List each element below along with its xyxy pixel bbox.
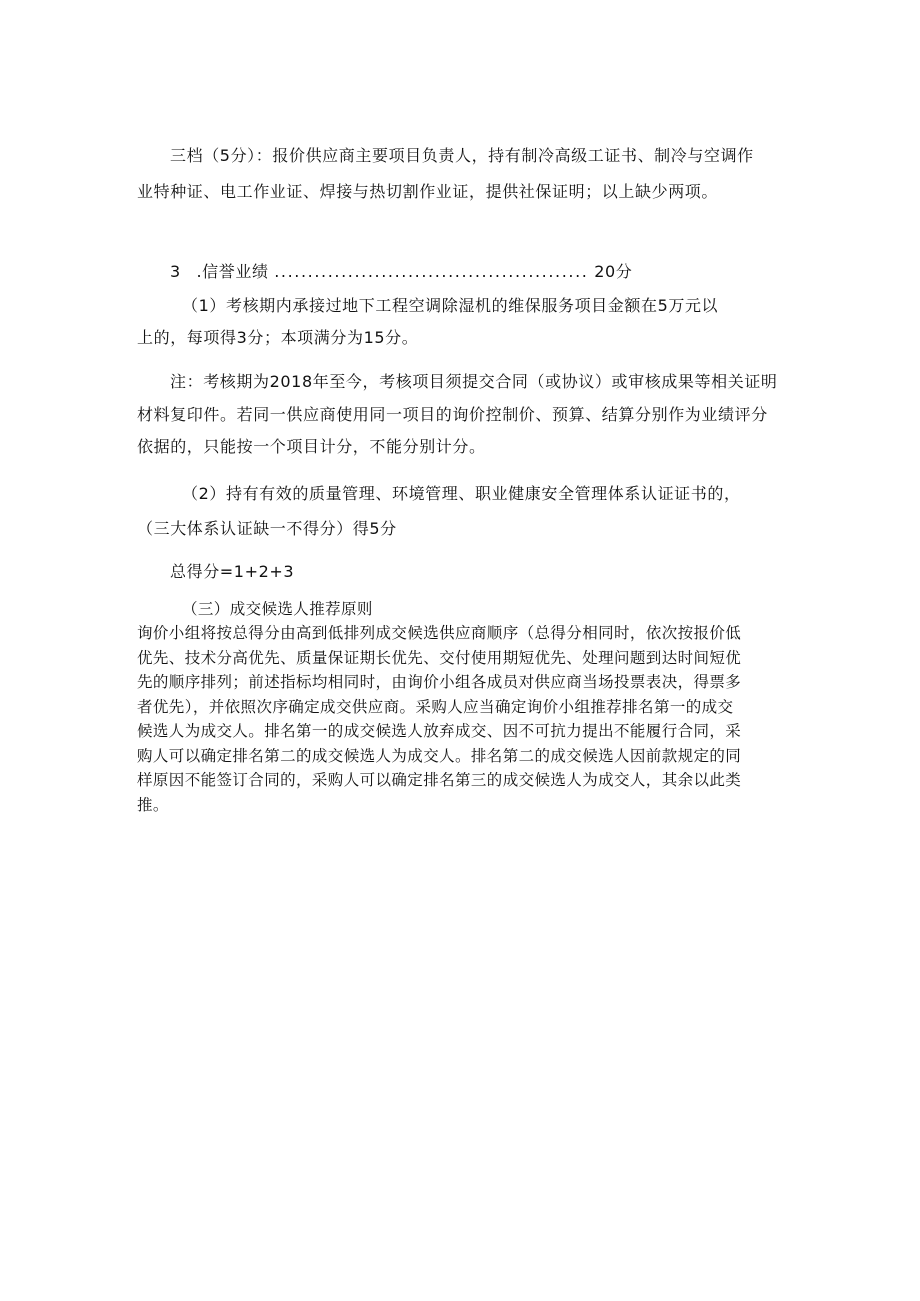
principle-line: 者优先），并依照次序确定成交供应商。采购人应当确定询价小组推荐排名第一的成交 xyxy=(137,698,734,716)
principle-line: 样原因不能签订合同的，采购人可以确定排名第三的成交候选人为成交人，其余以此类 xyxy=(137,771,742,789)
principle-line: 推。 xyxy=(137,796,169,814)
principle-line: 先的顺序排列；前述指标均相同时，由询价小组各成员对供应商当场投票表决，得票多 xyxy=(137,673,742,691)
note-line-3: 依据的，只能按一个项目计分，不能分别计分。 xyxy=(137,437,486,456)
section3-heading xyxy=(170,262,632,282)
principle-line: 候选人为成交人。排名第一的成交候选人放弃成交、因不可抗力提出不能履行合同，采 xyxy=(137,722,742,740)
note-line-1: 注：考核期为2018年至今，考核项目须提交合同（或协议）或审核成果等相关证明 xyxy=(170,372,778,391)
principle-line: 优先、技术分高优先、质量保证期长优先、交付使用期短优先、处理问题到达时间短优 xyxy=(137,649,742,667)
note-line-2: 材料复印件。若同一供应商使用同一项目的询价控制价、预算、结算分别作为业绩评分 xyxy=(137,405,768,424)
section3-number: 3 xyxy=(170,262,181,281)
section3-score: 20分 xyxy=(594,262,633,281)
section3-dot-leader: ............................................... xyxy=(274,262,589,281)
tier3-line-1: 三档（5分）：报价供应商主要项目负责人，持有制冷高级工证书、制冷与空调作 xyxy=(170,146,754,165)
item1-line-1: （1）考核期内承接过地下工程空调除湿机的维保服务项目金额在5万元以 xyxy=(182,296,719,315)
item1-line-2: 上的，每项得3分；本项满分为15分。 xyxy=(137,328,419,347)
principle-line: 购人可以确定排名第二的成交候选人为成交人。排名第二的成交候选人因前款规定的同 xyxy=(137,747,742,765)
item2-line-1: （2）持有有效的质量管理、环境管理、职业健康安全管理体系认证证书的， xyxy=(182,484,741,503)
total-score-formula: 总得分=1+2+3 xyxy=(170,562,295,581)
tier3-line-2: 业特种证、电工作业证、焊接与热切割作业证，提供社保证明；以上缺少两项。 xyxy=(137,182,719,201)
section3-title: .信誉业绩 xyxy=(196,262,269,281)
principle-line: 询价小组将按总得分由高到低排列成交候选供应商顺序（总得分相同时，依次按报价低 xyxy=(137,624,742,642)
item2-line-2: （三大体系认证缺一不得分）得5分 xyxy=(137,519,397,538)
principle-heading: （三）成交候选人推荐原则 xyxy=(182,600,373,618)
